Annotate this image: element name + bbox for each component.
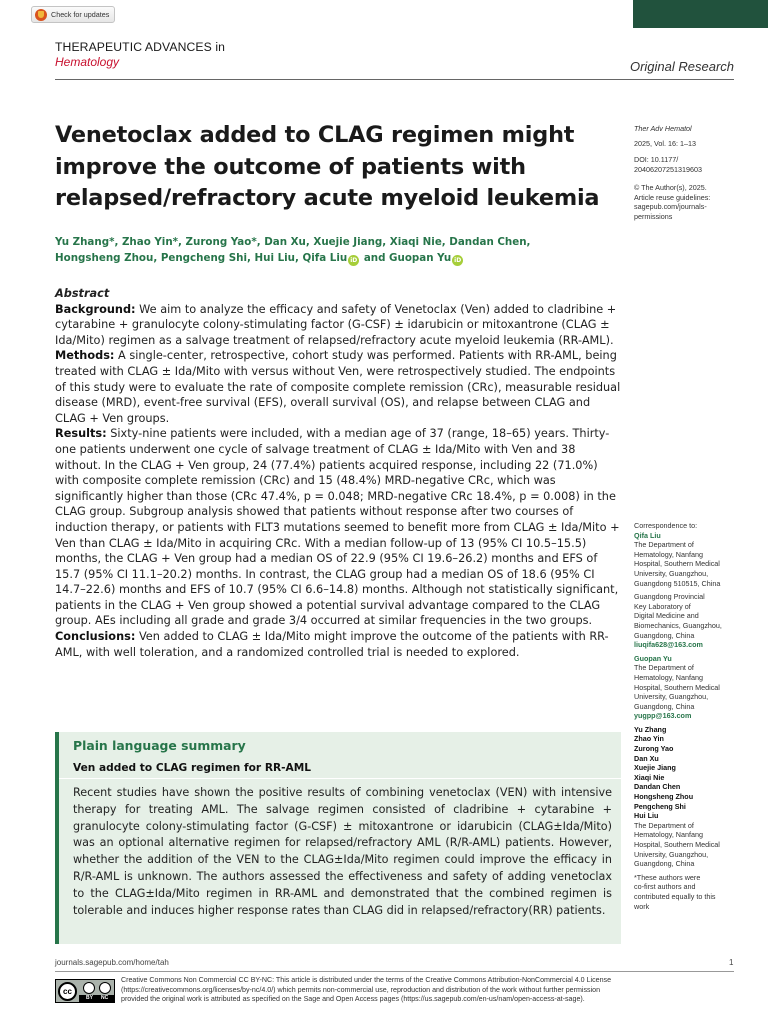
conclusions-text: Ven added to CLAG ± Ida/Mito might improve the outcome of the patients with RR-AML, with well toleration, and a randomized controlled trial is needed to explored.	[55, 630, 609, 659]
orcid-icon[interactable]: iD	[454, 257, 462, 264]
methods-text: A single-center, retrospective, cohort study was performed. Patients with RR-AML, being treated with CLAG ± Ida/Mito with versus without Ven, were retrospectively studied. The endpoints of this study were to evaluate the rate of composite complete remission (CRc), measurable residual disease (MRD), event-free survival (EFS), overall survival (OS), and relapse between CLAG and CLAG + Ven groups.	[55, 349, 621, 425]
copyright-block	[634, 183, 744, 221]
journal-name: THERAPEUTIC ADVANCES in	[55, 40, 226, 54]
plain-language-divider	[59, 778, 621, 779]
authors-line-1[interactable]: Yu Zhang*, Zhao Yin*, Zurong Yao*, Dan Xu, Xuejie Jiang, Xiaqi Nie, Dandan Chen,	[55, 236, 531, 248]
correspondence-name-2: Guopan Yu	[634, 653, 672, 663]
text-line: Hematology, Nanfang	[634, 549, 703, 559]
journal-citation: Ther Adv Hematol	[634, 124, 692, 133]
text-line: Dandan Chen	[634, 782, 681, 792]
address-2	[634, 663, 749, 711]
text-line: Xiaqi Nie	[634, 772, 665, 782]
journal-url-link[interactable]: journals.sagepub.com/home/tah	[55, 958, 169, 967]
text-line: Zhao Yin	[634, 734, 664, 744]
text-line: Xuejie Jiang	[634, 763, 676, 773]
correspondence-label: Correspondence to:	[634, 521, 698, 530]
text-line: The Department of	[634, 663, 694, 673]
text-line: Hospital, Southern Medical	[634, 559, 720, 569]
correspondence-name-1: Qifa Liu	[634, 530, 661, 540]
authors-line-2	[55, 250, 545, 266]
other-authors	[634, 725, 749, 821]
email-1-link[interactable]: liuqifa628@163.com	[634, 640, 703, 650]
text-line: Pengcheng Shi	[634, 801, 686, 811]
text-line: work	[634, 901, 650, 911]
page-number: 1	[729, 958, 734, 967]
authors-line-2-a[interactable]: Hongsheng Zhou, Pengcheng Shi, Hui Liu, Qifa Liu	[55, 252, 348, 264]
plain-language-title: Plain language summary	[73, 738, 246, 753]
authors-line-2-b[interactable]: and Guopan Yu	[360, 252, 452, 264]
text-line: The Department of	[634, 540, 694, 550]
header-divider	[55, 79, 734, 80]
nc-label: NC	[101, 995, 109, 1001]
text-line: Digital Medicine and	[634, 611, 699, 621]
text-line: University, Guangzhou,	[634, 568, 709, 578]
text-line: Hematology, Nanfang	[634, 672, 703, 682]
text-line: *These authors were	[634, 872, 701, 882]
text-line: Hongsheng Zhou	[634, 792, 694, 802]
copyright: © The Author(s), 2025.	[634, 183, 707, 192]
orcid-icon[interactable]: iD	[350, 257, 358, 264]
email-2-link[interactable]: yugpp@163.com	[634, 711, 692, 721]
text-line: co-first authors and	[634, 882, 696, 892]
text-line: Dan Xu	[634, 753, 659, 763]
abstract	[55, 286, 621, 660]
text-line: Hospital, Southern Medical	[634, 840, 720, 849]
reuse-line-1: Article reuse guidelines:	[634, 192, 711, 202]
abstract-heading: Abstract	[55, 287, 110, 300]
license-line-3: provided the original work is attributed as specified on the Sage and Open Access pages (https://us.sagepub.com/en-us/nam/open-access-at-sage).	[121, 995, 585, 1004]
address-1b	[634, 592, 749, 640]
correspondence	[634, 521, 749, 911]
text-line: Key Laboratory of	[634, 601, 691, 611]
volume-info: 2025, Vol. 16: 1–13	[634, 139, 696, 148]
reuse-link[interactable]: sagepub.com/journals-	[634, 202, 707, 212]
address-1	[634, 540, 749, 588]
text-line: Zurong Yao	[634, 744, 674, 754]
abstract-conclusions	[55, 629, 621, 660]
plain-language-subtitle: Ven added to CLAG regimen for RR-AML	[73, 762, 312, 774]
background-text: We aim to analyze the efficacy and safety of Venetoclax (Ven) added to cladribine + cytarabine + granulocyte colony-stimulating factor (G-CSF) ± idarubicin or mitoxantrone (CLAG ± Ida/Mito) regimen as a salvage treatment of relapsed/refractory acute myeloid leukemia (RR-AML).	[55, 302, 617, 347]
text-line: Guangdong 510515, China	[634, 578, 721, 588]
text-line: Guangdong, China	[634, 630, 695, 640]
journal-brand-block	[633, 0, 768, 28]
doi-label: DOI: 10.1177/	[634, 155, 679, 164]
abstract-methods	[55, 348, 621, 426]
cc-logo-icon: cc	[58, 982, 77, 1001]
text-line: Guangdong, China	[634, 859, 695, 869]
article-title: Venetoclax added to CLAG regimen might improve the outcome of patients with relapsed/refractory acute myeloid leukemia	[55, 122, 600, 211]
results-text: Sixty-nine patients were included, with a median age of 37 (range, 18–65) years. Thirty-one patients underwent one cycle of salvage treatment of CLAG ± Ida/Mito with Ven and 38 without. In the CLAG + Ven group, 24 (77.4%) patients acquired response, including 22 (71.0%) with composite complete remission (CRc) and 15 (48.4%) MRD-negative CRc, which was significantly higher than those (CRc 47.4%, p = 0.048; MRD-negative CRc 18.4%, p = 0.008) in the CLAG group. Subgroup analysis showed that patients without response after two courses of induction therapy, or patients with FLT3 mutations seemed to benefit more from CLAG ± Ida/Mito + Ven than CLAG ± Ida/Mito in acquiring CRc. With a median follow-up of 13 (95% CI 10.5–15.5) months, the CLAG + Ven group had a median OS of 22.9 (95% CI 19.6–26.2) months and EFS of 15.7 (95% CI 11.1–20.2) months. In contrast, the CLAG group had a median OS of 18.6 (95% CI 14.7–22.6) months and EFS of 10.7 (95% CI 6.6–14.8) months. Although not statistically significant, patients in the CLAG + Ven group showed a potential survival advantage compared to the CLAG group. AEs including all grade and grade 3/4 occurred at similar frequencies in the two groups.	[55, 427, 620, 628]
author-list	[55, 234, 545, 266]
license-line-2: (https://creativecommons.org/licenses/by-nc/4.0/) which permits non-commercial use, reproduction and distribution of the work without further permission	[121, 985, 601, 994]
license-text	[121, 976, 733, 1005]
footer-divider	[55, 971, 734, 972]
check-for-updates-label: Check for updates	[51, 10, 110, 19]
background-label: Background:	[55, 302, 136, 316]
text-line: Biomechanics, Guangzhou,	[634, 620, 722, 630]
plain-language-body: Recent studies have shown the positive results of combining venetoclax (VEN) with intensive therapy for treating AML. The salvage regimen consisted of cladribine + cytarabine + granulocyte colony-stimulating factor (G-CSF) ± mitoxantrone or idarubicin (CLAG±Ida/Mito) was an optional alternative regimen for relapsed/refractory AML (R/R-AML) patients. However, whether the addition of the VEN to the CLAG±Ida/Mito regimen could improve the efficacy in R/R-AML is unknown. The authors assessed the effectiveness and safety of adding venetoclax to the CLAG±Ida/Mito regimen in RR-AML and demonstrated that the combined regimen is tolerable and induces higher response rates than CLAG did in relapsed/refractory(RR) patients.	[73, 786, 612, 917]
doi-link[interactable]: 20406207251319603	[634, 164, 702, 174]
by-label: BY	[86, 995, 93, 1001]
text-line: Guangdong Provincial	[634, 592, 705, 602]
text-line: University, Guangzhou,	[634, 692, 709, 702]
plain-language-summary	[55, 732, 621, 944]
cc-license-icon[interactable]	[55, 979, 115, 1003]
abstract-background	[55, 302, 621, 349]
doi	[634, 155, 744, 174]
journal-subtitle: Hematology	[55, 55, 120, 69]
text-line: Yu Zhang	[634, 724, 667, 734]
text-line: Guangdong, China	[634, 701, 695, 711]
address-3	[634, 821, 749, 869]
by-icon	[83, 982, 95, 994]
reuse-link-cont[interactable]: permissions	[634, 211, 673, 221]
text-line: Hui Liu	[634, 811, 659, 821]
license-line-1: Creative Commons Non Commercial CC BY-NC: This article is distributed under the terms of the Creative Commons Attribution-NonCommercial 4.0 License	[121, 976, 612, 984]
text-line: Hospital, Southern Medical	[634, 682, 720, 692]
results-label: Results:	[55, 427, 107, 441]
text-line: contributed equally to this	[634, 891, 716, 901]
abstract-results	[55, 426, 621, 629]
nc-icon	[99, 982, 111, 994]
crossmark-icon	[35, 9, 47, 21]
text-line: Hematology, Nanfang	[634, 830, 703, 840]
methods-label: Methods:	[55, 349, 115, 363]
text-line: The Department of	[634, 820, 694, 830]
check-for-updates-button[interactable]	[31, 6, 115, 23]
co-first-note	[634, 873, 749, 911]
conclusions-label: Conclusions:	[55, 630, 136, 644]
text-line: University, Guangzhou,	[634, 849, 709, 859]
article-type: Original Research	[629, 59, 734, 74]
